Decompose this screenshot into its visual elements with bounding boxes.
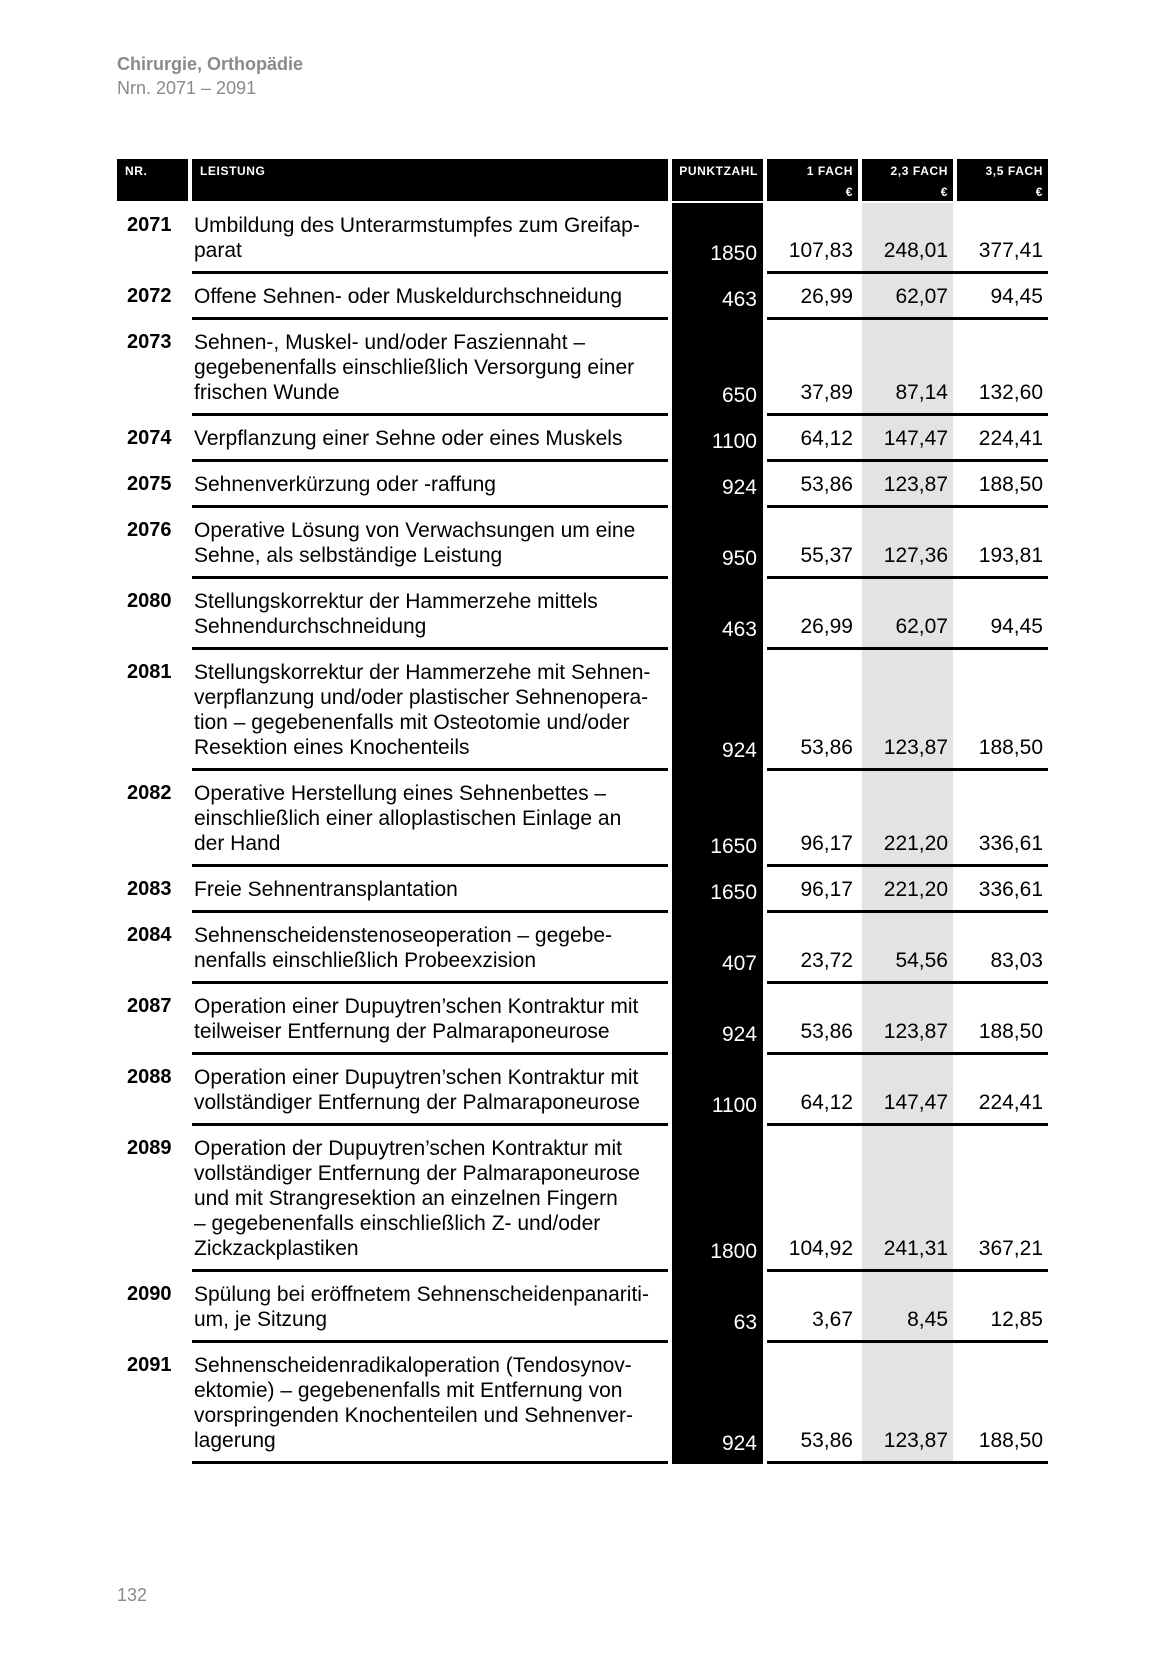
leistung-line: frischen Wunde xyxy=(194,381,340,404)
leistung-line: Stellungskorrektur der Hammerzehe mit Sehnen- xyxy=(194,661,651,684)
row-nr: 2076 xyxy=(127,519,172,541)
row-fach23: 87,14 xyxy=(862,320,953,416)
table-row xyxy=(117,1343,1048,1464)
row-nr: 2074 xyxy=(127,427,172,449)
table-row xyxy=(117,416,1048,462)
row-fach35: 188,50 xyxy=(957,1343,1048,1464)
row-fach35: 94,45 xyxy=(957,274,1048,320)
fee-table xyxy=(117,159,1048,1464)
row-fach1: 3,67 xyxy=(767,1272,858,1343)
page-number: 132 xyxy=(117,1585,148,1605)
col-header-fach35: 3,5 FACH € xyxy=(957,159,1048,201)
col-header-nr: NR. xyxy=(117,159,188,201)
row-leistung xyxy=(192,913,668,984)
row-leistung xyxy=(192,1272,668,1343)
leistung-line: verpflanzung und/oder plastischer Sehnenopera- xyxy=(194,686,649,709)
row-punktzahl: 950 xyxy=(672,508,763,579)
leistung-line: Offene Sehnen- oder Muskeldurchschneidung xyxy=(194,285,623,308)
row-punktzahl: 1650 xyxy=(672,867,763,913)
row-fach1: 64,12 xyxy=(767,416,858,462)
row-fach35: 336,61 xyxy=(957,867,1048,913)
row-nr: 2090 xyxy=(127,1283,172,1305)
row-nr: 2089 xyxy=(127,1137,172,1159)
row-fach1: 23,72 xyxy=(767,913,858,984)
row-nr: 2072 xyxy=(127,285,172,307)
row-punktzahl: 463 xyxy=(672,579,763,650)
leistung-line: lagerung xyxy=(194,1429,276,1452)
row-fach23: 123,87 xyxy=(862,650,953,771)
row-nr: 2081 xyxy=(127,661,172,683)
table-row xyxy=(117,1272,1048,1343)
leistung-line: um, je Sitzung xyxy=(194,1308,328,1331)
table-row xyxy=(117,771,1048,867)
row-leistung xyxy=(192,462,668,508)
row-fach35: 377,41 xyxy=(957,203,1048,274)
col-header-punktzahl: PUNKTZAHL xyxy=(672,159,763,201)
table-row xyxy=(117,1126,1048,1272)
row-fach1: 53,86 xyxy=(767,462,858,508)
row-fach1: 104,92 xyxy=(767,1126,858,1272)
row-fach35: 132,60 xyxy=(957,320,1048,416)
leistung-line: Operative Lösung von Verwachsungen um eine xyxy=(194,519,636,542)
row-punktzahl: 1650 xyxy=(672,771,763,867)
row-fach35: 94,45 xyxy=(957,579,1048,650)
table-row xyxy=(117,650,1048,771)
leistung-line: Sehnendurchschneidung xyxy=(194,615,427,638)
table-row xyxy=(117,984,1048,1055)
row-fach1: 96,17 xyxy=(767,867,858,913)
leistung-line: Operation der Dupuytren’schen Kontraktur mit xyxy=(194,1137,622,1160)
leistung-line: vollständiger Entfernung der Palmaraponeurose xyxy=(194,1091,640,1114)
row-punktzahl: 924 xyxy=(672,1343,763,1464)
table-row xyxy=(117,320,1048,416)
leistung-line: parat xyxy=(194,239,242,262)
row-fach23: 62,07 xyxy=(862,274,953,320)
row-punktzahl: 1100 xyxy=(672,1055,763,1126)
row-fach23: 241,31 xyxy=(862,1126,953,1272)
table-row xyxy=(117,913,1048,984)
row-fach23: 221,20 xyxy=(862,867,953,913)
row-fach35: 188,50 xyxy=(957,650,1048,771)
row-punktzahl: 1800 xyxy=(672,1126,763,1272)
row-fach23: 123,87 xyxy=(862,984,953,1055)
section-category: Chirurgie, Orthopädie xyxy=(117,54,304,74)
row-leistung xyxy=(192,984,668,1055)
row-fach35: 188,50 xyxy=(957,462,1048,508)
leistung-line: vorspringenden Knochenteilen und Sehnenver- xyxy=(194,1404,633,1427)
leistung-line: Sehnen-, Muskel- und/oder Fasziennaht – xyxy=(194,331,586,354)
row-fach1: 37,89 xyxy=(767,320,858,416)
leistung-line: ektomie) – gegebenenfalls mit Entfernung von xyxy=(194,1379,623,1402)
row-fach23: 147,47 xyxy=(862,1055,953,1126)
leistung-line: Operative Herstellung eines Sehnenbettes – xyxy=(194,782,607,805)
leistung-line: Verpflanzung einer Sehne oder eines Muskels xyxy=(194,427,623,450)
row-fach1: 107,83 xyxy=(767,203,858,274)
row-fach23: 147,47 xyxy=(862,416,953,462)
row-fach23: 221,20 xyxy=(862,771,953,867)
leistung-line: vollständiger Entfernung der Palmaraponeurose xyxy=(194,1162,640,1185)
row-nr: 2073 xyxy=(127,331,172,353)
row-nr: 2071 xyxy=(127,214,172,236)
row-leistung xyxy=(192,320,668,416)
row-leistung xyxy=(192,1055,668,1126)
row-punktzahl: 1850 xyxy=(672,203,763,274)
row-fach23: 127,36 xyxy=(862,508,953,579)
table-row xyxy=(117,274,1048,320)
table-row xyxy=(117,1055,1048,1126)
leistung-line: Operation einer Dupuytren’schen Kontraktur mit xyxy=(194,995,639,1018)
row-fach35: 224,41 xyxy=(957,1055,1048,1126)
row-punktzahl: 924 xyxy=(672,462,763,508)
row-nr: 2083 xyxy=(127,878,172,900)
row-punktzahl: 63 xyxy=(672,1272,763,1343)
row-punktzahl: 1100 xyxy=(672,416,763,462)
leistung-line: Stellungskorrektur der Hammerzehe mittels xyxy=(194,590,598,613)
table-row xyxy=(117,462,1048,508)
leistung-line: – gegebenenfalls einschließlich Z- und/oder xyxy=(194,1212,601,1235)
leistung-line: und mit Strangresektion an einzelnen Fingern xyxy=(194,1187,618,1210)
row-fach1: 64,12 xyxy=(767,1055,858,1126)
page-header xyxy=(117,52,303,100)
row-fach1: 96,17 xyxy=(767,771,858,867)
row-fach35: 12,85 xyxy=(957,1272,1048,1343)
row-nr: 2075 xyxy=(127,473,172,495)
leistung-line: Spülung bei eröffnetem Sehnenscheidenpanariti- xyxy=(194,1283,649,1306)
row-fach35: 367,21 xyxy=(957,1126,1048,1272)
row-fach1: 26,99 xyxy=(767,579,858,650)
row-fach35: 188,50 xyxy=(957,984,1048,1055)
row-punktzahl: 407 xyxy=(672,913,763,984)
row-punktzahl: 650 xyxy=(672,320,763,416)
leistung-line: tion – gegebenenfalls mit Osteotomie und/oder xyxy=(194,711,630,734)
row-leistung xyxy=(192,203,668,274)
table-body xyxy=(117,203,1048,1464)
row-fach23: 54,56 xyxy=(862,913,953,984)
row-fach1: 53,86 xyxy=(767,1343,858,1464)
row-leistung xyxy=(192,1343,668,1464)
row-leistung xyxy=(192,579,668,650)
leistung-line: Freie Sehnentransplantation xyxy=(194,878,458,901)
row-fach23: 248,01 xyxy=(862,203,953,274)
table-row xyxy=(117,203,1048,274)
row-fach35: 336,61 xyxy=(957,771,1048,867)
row-nr: 2091 xyxy=(127,1354,172,1376)
row-fach35: 83,03 xyxy=(957,913,1048,984)
col-header-fach23: 2,3 FACH € xyxy=(862,159,953,201)
col-header-leistung: LEISTUNG xyxy=(192,159,668,201)
row-nr: 2082 xyxy=(127,782,172,804)
row-fach35: 224,41 xyxy=(957,416,1048,462)
row-leistung xyxy=(192,650,668,771)
leistung-line: Sehnenscheidenradikaloperation (Tendosynov- xyxy=(194,1354,632,1377)
row-nr: 2087 xyxy=(127,995,172,1017)
row-fach35: 193,81 xyxy=(957,508,1048,579)
leistung-line: Operation einer Dupuytren’schen Kontraktur mit xyxy=(194,1066,639,1089)
table-row xyxy=(117,508,1048,579)
section-range: Nrn. 2071 – 2091 xyxy=(117,78,257,98)
table-row xyxy=(117,867,1048,913)
leistung-line: einschließlich einer alloplastischen Einlage an xyxy=(194,807,622,830)
leistung-line: Sehnenverkürzung oder -raffung xyxy=(194,473,496,496)
row-leistung xyxy=(192,771,668,867)
col-header-fach1: 1 FACH € xyxy=(767,159,858,201)
table-row xyxy=(117,579,1048,650)
row-leistung xyxy=(192,274,668,320)
leistung-line: der Hand xyxy=(194,832,281,855)
row-fach23: 8,45 xyxy=(862,1272,953,1343)
row-fach1: 26,99 xyxy=(767,274,858,320)
leistung-line: Umbildung des Unterarmstumpfes zum Greifap- xyxy=(194,214,640,237)
row-leistung xyxy=(192,867,668,913)
row-fach23: 62,07 xyxy=(862,579,953,650)
row-nr: 2088 xyxy=(127,1066,172,1088)
row-punktzahl: 924 xyxy=(672,650,763,771)
row-nr: 2084 xyxy=(127,924,172,946)
row-punktzahl: 924 xyxy=(672,984,763,1055)
row-leistung xyxy=(192,508,668,579)
row-fach1: 53,86 xyxy=(767,984,858,1055)
row-fach1: 55,37 xyxy=(767,508,858,579)
leistung-line: Resektion eines Knochenteils xyxy=(194,736,470,759)
leistung-line: Sehne, als selbständige Leistung xyxy=(194,544,503,567)
row-fach23: 123,87 xyxy=(862,462,953,508)
leistung-line: teilweiser Entfernung der Palmaraponeurose xyxy=(194,1020,610,1043)
row-nr: 2080 xyxy=(127,590,172,612)
leistung-line: nenfalls einschließlich Probeexzision xyxy=(194,949,537,972)
row-fach23: 123,87 xyxy=(862,1343,953,1464)
row-leistung xyxy=(192,416,668,462)
row-leistung xyxy=(192,1126,668,1272)
table-header xyxy=(117,159,1048,201)
row-punktzahl: 463 xyxy=(672,274,763,320)
row-fach1: 53,86 xyxy=(767,650,858,771)
leistung-line: gegebenenfalls einschließlich Versorgung einer xyxy=(194,356,635,379)
leistung-line: Zickzackplastiken xyxy=(194,1237,359,1260)
leistung-line: Sehnenscheidenstenoseoperation – gegebe- xyxy=(194,924,613,947)
